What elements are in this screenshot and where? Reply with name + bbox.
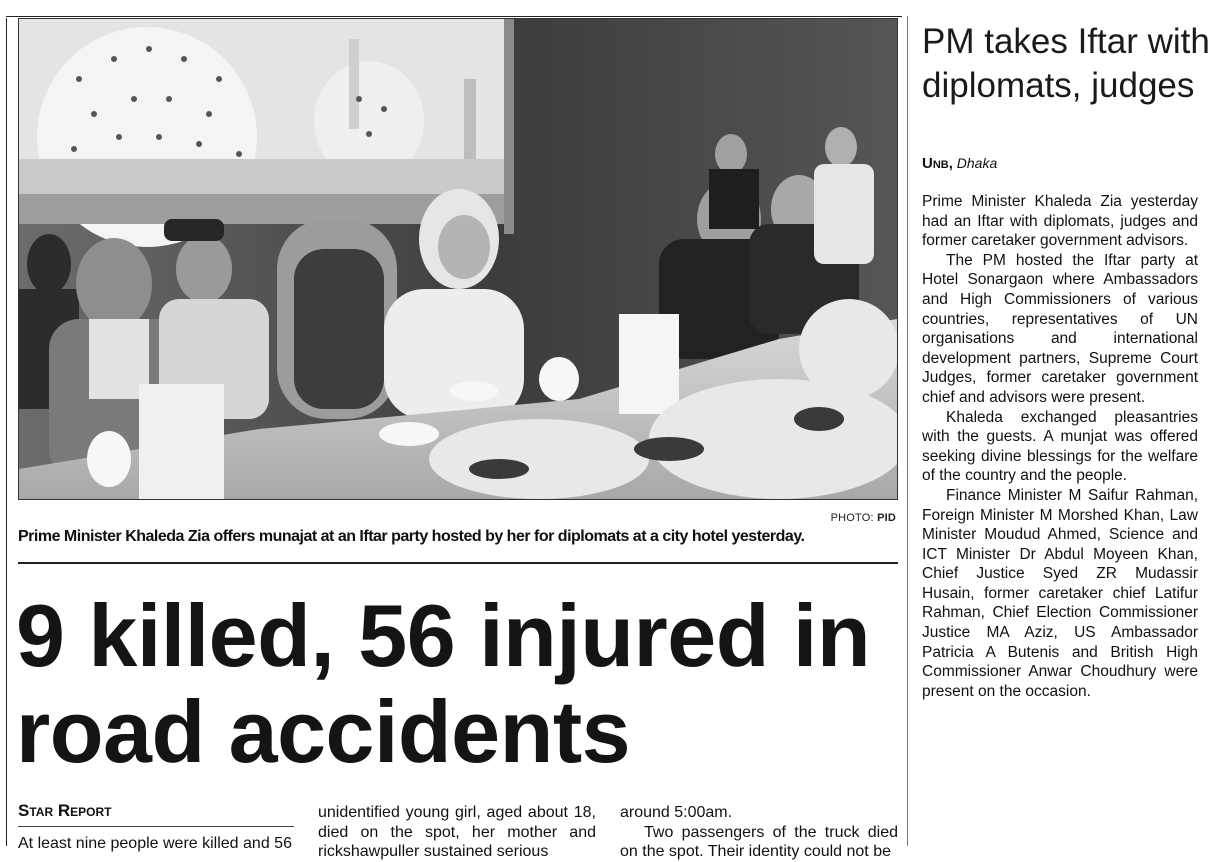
main-column-3 [620, 803, 898, 862]
photo-credit: PHOTO: PID [830, 512, 896, 524]
side-story-body [922, 192, 1198, 701]
side-paragraph: Khaleda exchanged pleasantries with the guests. A munjat was offered seeking divine blessings for the welfare of the country and the people. [922, 408, 1198, 485]
column-divider [907, 16, 908, 846]
side-place: Dhaka [956, 155, 998, 171]
section-separator [18, 562, 898, 564]
news-photo [18, 18, 898, 500]
ornate-chair [277, 219, 397, 419]
side-paragraph: Finance Minister M Saifur Rahman, Foreign Minister M Morshed Khan, Law Minister Moudud Ahmed, Science and ICT Minister Dr Abdul Moyeen Khan, Chief Justice Syed ZR Mudassir Husain, former caretaker chief Latifur Rahman, Chief Election Commissioner Justice MA Aziz, US Ambassador Patricia A Butenis and British High Commissioner Anwar Choudhury were present on the occasion. [922, 486, 1198, 700]
main-column-3-line: around 5:00am. [620, 804, 733, 821]
side-byline [922, 155, 997, 172]
main-column-1: At least nine people were killed and 56 [18, 835, 292, 852]
side-agency: Unb, [922, 155, 953, 172]
side-paragraph: The PM hosted the Iftar party at Hotel Sonargaon where Ambassadors and High Commissioners of various countries, representatives of UN organisations and international development partners, Supreme Court Judges, former caretaker government chief and advisors were present. [922, 251, 1198, 406]
main-byline: Star Report [18, 801, 112, 820]
photo-caption: Prime Minister Khaleda Zia offers munajat at an Iftar party hosted by her for diplomats at a city hotel yesterday. [18, 528, 805, 545]
side-paragraph: Prime Minister Khaleda Zia yesterday had an Iftar with diplomats, judges and former caretaker government advisors. [922, 193, 1198, 250]
top-rule [6, 16, 902, 17]
main-column-3-para: Two passengers of the truck died on the spot. Their identity could not be [620, 823, 898, 861]
left-rule [6, 18, 7, 846]
side-headline: PM takes Iftar with diplomats, judges [922, 22, 1210, 105]
main-headline: 9 killed, 56 injured in road accidents [16, 586, 871, 781]
main-column-2: unidentified young girl, aged about 18, died on the spot, her mother and rickshawpuller sustained serious [318, 804, 596, 861]
byline-rule [18, 826, 294, 827]
